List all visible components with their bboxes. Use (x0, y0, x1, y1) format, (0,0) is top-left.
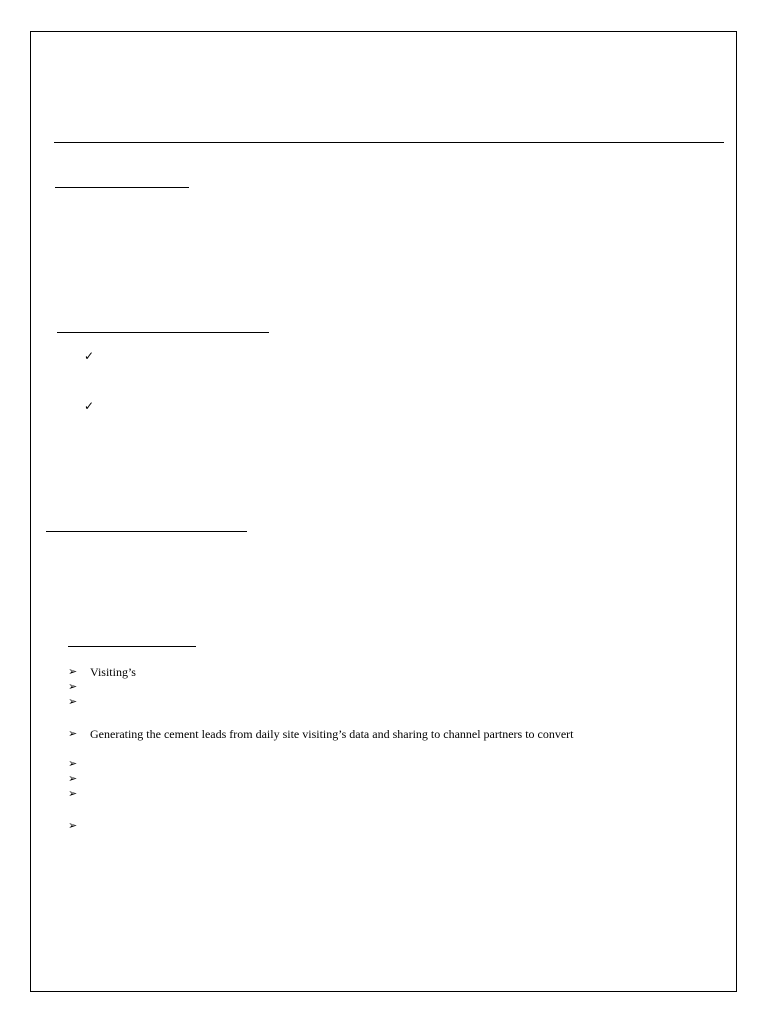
arrow-bullet-icon: ➢ (68, 680, 78, 693)
arrow-bullet-icon: ➢ (68, 727, 78, 740)
check-bullet-1: ✓ (84, 349, 95, 363)
section-heading-underline-2 (57, 332, 269, 333)
section-heading-underline-4 (68, 646, 196, 647)
arrow-bullet-icon: ➢ (68, 695, 78, 708)
section-heading-underline-3 (46, 531, 247, 532)
page-border (30, 31, 737, 992)
list-item-text: Visiting’s (90, 665, 136, 679)
list-item-text: Generating the cement leads from daily site visiting’s data and sharing to channel partners to convert (90, 727, 574, 741)
check-bullet-2: ✓ (84, 399, 95, 413)
arrow-bullet-icon: ➢ (68, 787, 78, 800)
arrow-bullet-icon: ➢ (68, 665, 78, 678)
arrow-bullet-icon: ➢ (68, 772, 78, 785)
arrow-bullet-icon: ➢ (68, 819, 78, 832)
arrow-bullet-icon: ➢ (68, 757, 78, 770)
header-divider (54, 142, 724, 143)
section-heading-underline-1 (55, 187, 189, 188)
